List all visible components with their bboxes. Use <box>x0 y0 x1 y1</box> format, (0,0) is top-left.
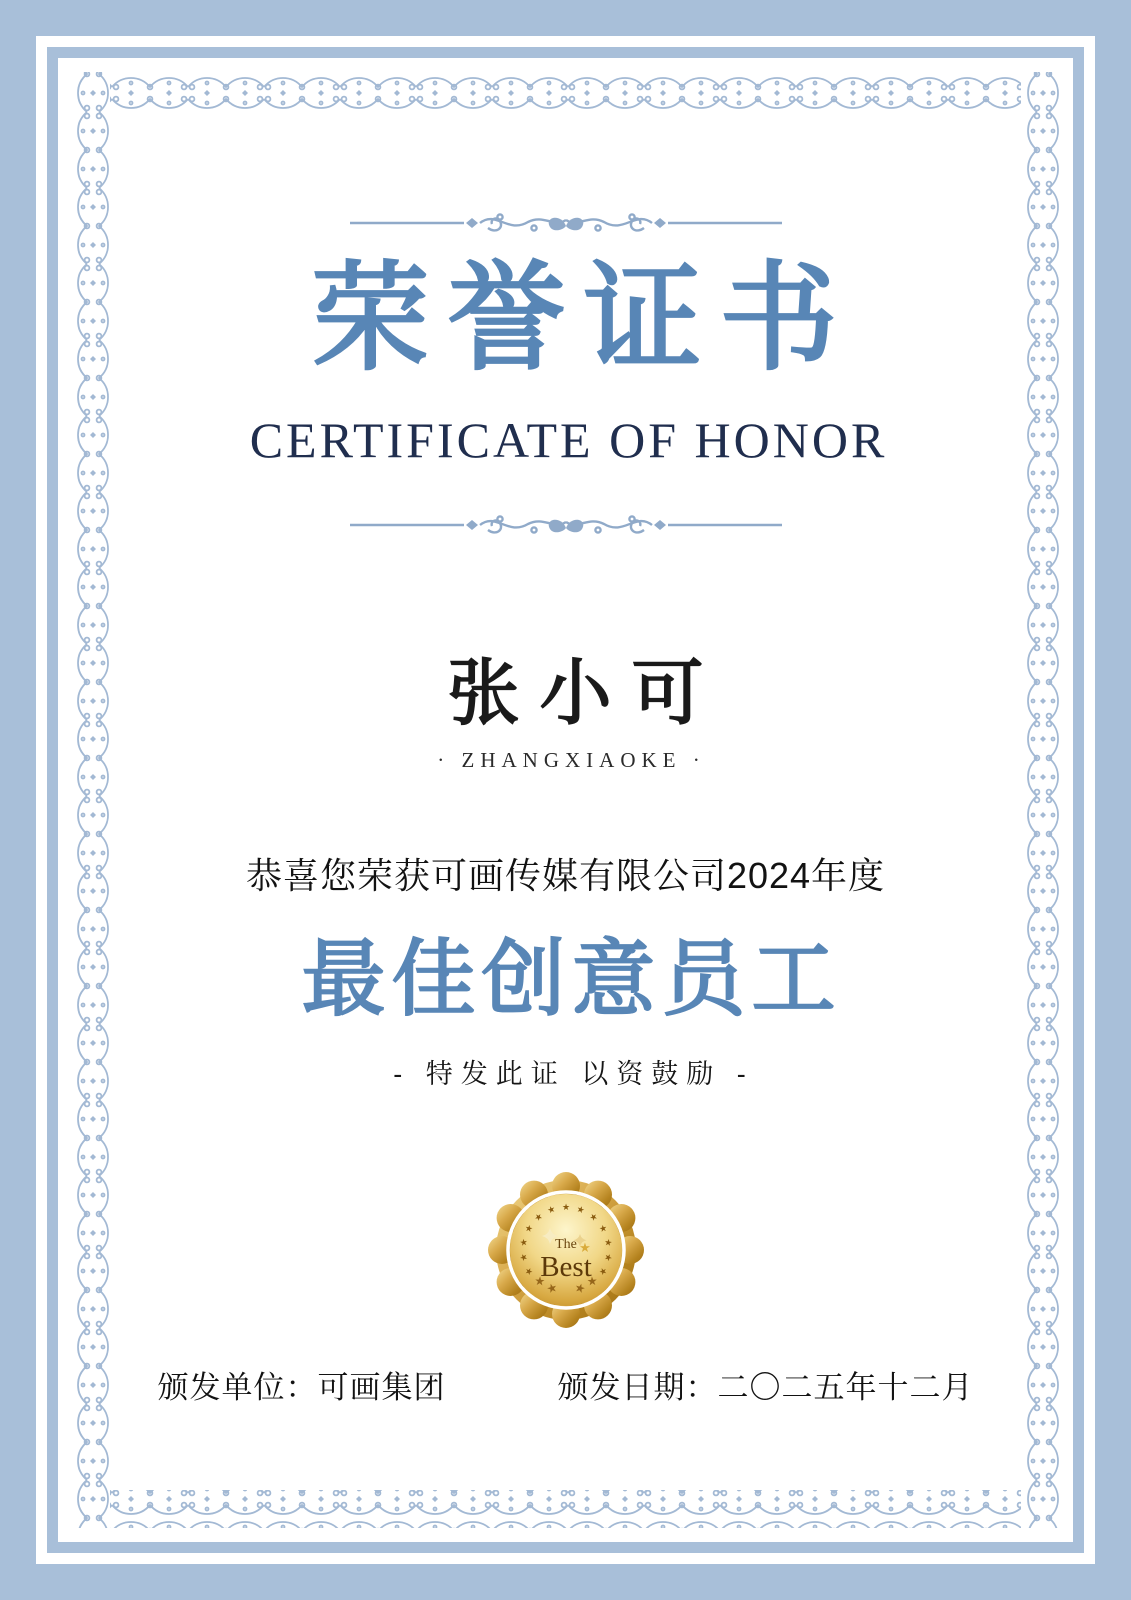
issuer-item <box>158 1362 446 1407</box>
flourish-divider-bottom <box>348 508 784 542</box>
svg-text:★: ★ <box>574 1203 586 1216</box>
svg-text:★: ★ <box>530 1272 548 1291</box>
issuer-label: 颁发单位： <box>157 1370 318 1405</box>
svg-text:★: ★ <box>545 1203 557 1216</box>
gold-badge <box>488 1172 644 1328</box>
svg-text:★: ★ <box>521 1222 535 1235</box>
svg-text:★: ★ <box>572 1280 587 1297</box>
badge-star-accent-icon: ★ <box>578 1240 591 1255</box>
svg-text:★: ★ <box>602 1237 614 1248</box>
date-item <box>558 1362 974 1407</box>
svg-text:★: ★ <box>586 1210 600 1224</box>
certificate-title-en: CERTIFICATE OF HONOR <box>249 412 888 468</box>
badge-word-top: The <box>554 1237 577 1252</box>
svg-text:★: ★ <box>561 1202 570 1212</box>
congrats-line: 恭喜您荣获可画传媒有限公司2024年度 <box>245 855 886 896</box>
svg-text:★: ★ <box>583 1272 601 1291</box>
svg-text:★: ★ <box>544 1280 559 1297</box>
badge-word-bottom: Best <box>539 1251 592 1283</box>
recipient-latin-name: · ZHANGXIAOKE · <box>437 748 706 772</box>
svg-text:★: ★ <box>517 1252 529 1263</box>
award-title: 最佳创意员工 <box>301 934 842 1027</box>
footer-row <box>0 1362 1131 1407</box>
recipient-name: 张小可 <box>447 654 724 734</box>
svg-text:★: ★ <box>602 1252 614 1263</box>
certificate-title-cn: 荣誉证书 <box>311 254 856 385</box>
flourish-divider-top <box>348 206 784 240</box>
svg-text:★: ★ <box>596 1265 610 1278</box>
motto-line: - 特发此证 以资鼓励 - <box>393 1059 754 1089</box>
issuer-value: 可画集团 <box>317 1370 446 1405</box>
date-value: 二〇二五年十二月 <box>717 1370 974 1405</box>
svg-text:★: ★ <box>531 1210 545 1224</box>
svg-text:★: ★ <box>517 1237 529 1248</box>
gold-badge-icon <box>488 1172 644 1328</box>
svg-text:★: ★ <box>596 1222 610 1235</box>
svg-text:★: ★ <box>521 1265 535 1278</box>
date-label: 颁发日期： <box>557 1370 718 1405</box>
